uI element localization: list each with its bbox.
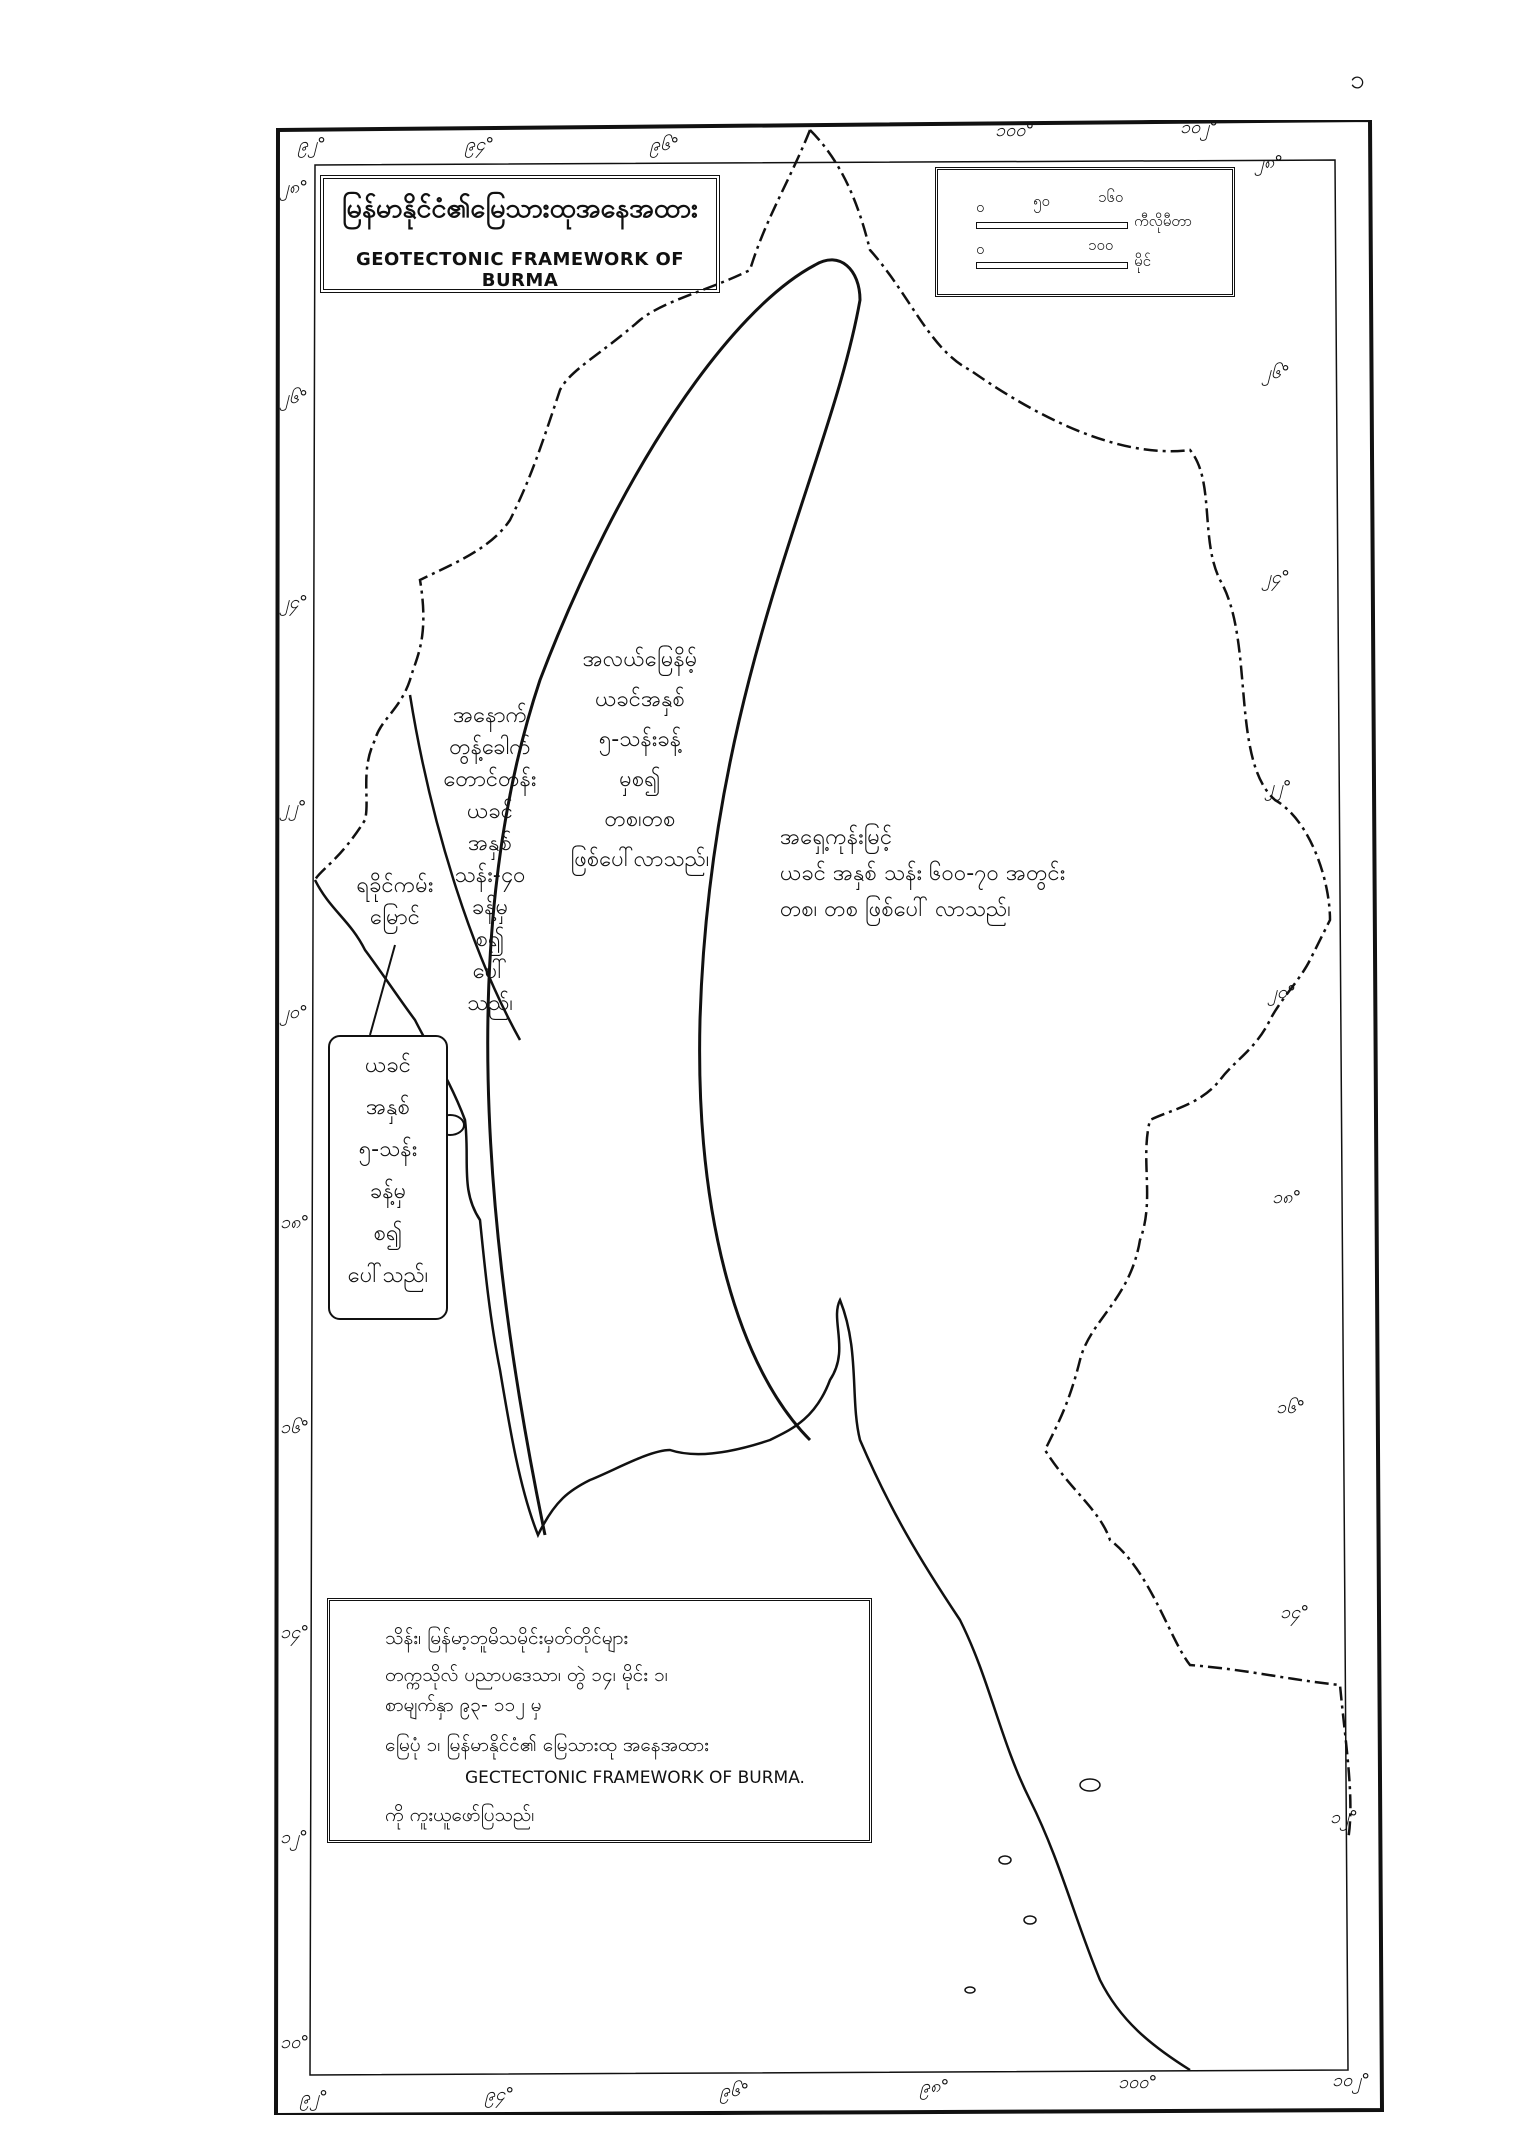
coast-box-line: ခန့်မှ	[369, 1179, 407, 1204]
western-line: စ၍	[475, 927, 505, 952]
left-tick-label: ၂၀°	[280, 1002, 308, 1023]
scale-mile-tick-0: ၀	[976, 240, 985, 258]
coast-box-line: စ၍	[373, 1221, 403, 1246]
left-tick-label: ၁၆°	[280, 1417, 310, 1438]
coast-note-box	[328, 1035, 448, 1320]
source-line: သိန်း၊ မြန်မာ့ဘူမိသမိုင်းမှတ်တိုင်များ	[385, 1627, 629, 1649]
left-tick-label: ၂၂°	[280, 797, 307, 818]
bottom-tick-label: ၁၀၂°	[1332, 2070, 1371, 2091]
scale-km-tick-2: ၁၆၀	[1098, 188, 1124, 206]
island	[965, 1987, 975, 1993]
coast-box-line: ပေါ်သည်၊	[347, 1263, 429, 1288]
western-line: သန်း-၄၀	[454, 863, 526, 888]
right-tick-label: ၂၆°	[1262, 362, 1290, 383]
left-tick-label: ၁၀°	[280, 2032, 310, 2053]
right-tick-label: ၂၀°	[1268, 982, 1296, 1003]
scale-mile-unit: မိုင်	[1134, 252, 1151, 270]
central-line: တစ၊တစ	[604, 807, 676, 832]
source-note-box	[327, 1598, 872, 1843]
central-line: ယခင်အနှစ်	[595, 687, 685, 712]
bottom-tick-label: ၉၄°	[485, 2084, 515, 2105]
left-tick-label: ၂၄°	[280, 592, 308, 613]
right-tick-label: ၁၈°	[1272, 1187, 1302, 1208]
map-title-box	[320, 175, 720, 293]
left-tick-label: ၁၄°	[280, 1622, 310, 1643]
coast-label-line: မြောင်	[370, 905, 420, 930]
central-line: မှစ၍	[619, 767, 661, 792]
bottom-tick-label: ၉၆°	[720, 2080, 750, 2101]
island	[999, 1856, 1011, 1864]
right-tick-label: ၁၂°	[1330, 1807, 1358, 1828]
central-lowland-label	[555, 640, 725, 880]
top-tick-label: ၁၀၂°	[1180, 117, 1219, 138]
right-tick-label: ၂၈°	[1255, 152, 1284, 173]
western-line: ယခင်	[467, 799, 513, 824]
right-tick-label: ၂၂°	[1265, 777, 1292, 798]
scale-km-tick-0: ၀	[976, 198, 985, 216]
left-tick-label: ၂၈°	[280, 177, 309, 198]
bottom-tick-label: ၉၂°	[300, 2087, 328, 2108]
scale-km-tick-1: ၅၀	[1033, 192, 1050, 210]
eastern-line: အရှေ့ကုန်းမြင့်	[780, 825, 893, 850]
map-title-mm: မြန်မာနိုင်ငံ၏မြေသားထုအနေအထား	[342, 193, 698, 224]
source-line: ကို ကူးယူဖော်ပြသည်၊	[385, 1804, 535, 1826]
coast-box-line: အနှစ်	[366, 1095, 410, 1120]
island	[1024, 1916, 1036, 1924]
eastern-highland-label	[780, 820, 1080, 928]
scale-km-bar	[976, 222, 1128, 229]
western-line: အနောက်	[452, 703, 528, 728]
scale-bar-box	[935, 167, 1235, 297]
central-line: ဖြစ်ပေါ်လာသည်၊	[570, 847, 710, 872]
scale-mile-bar	[976, 262, 1128, 269]
scale-km-unit: ကီလိုမီတာ	[1134, 212, 1193, 230]
source-line: GECTECTONIC FRAMEWORK OF BURMA.	[465, 1768, 805, 1788]
left-tick-label: ၁၈°	[280, 1212, 310, 1233]
western-fold-belt-label	[425, 700, 555, 1020]
top-tick-label: ၉၄°	[465, 134, 495, 155]
left-tick-label: ၁၂°	[280, 1827, 308, 1848]
central-line: ၅-သန်းခန့်	[598, 727, 682, 752]
map-title-en: GEOTECTONIC FRAMEWORK OF BURMA	[355, 249, 685, 291]
coast-box-line: ယခင်	[365, 1053, 411, 1078]
western-line: ပေါ်	[472, 959, 508, 984]
coast-label-line: ရခိုင်ကမ်း	[356, 873, 434, 898]
source-line: မြေပုံ ၁၊ မြန်မာနိုင်ငံ၏ မြေသားထု အနေအထား	[385, 1734, 709, 1756]
right-tick-label: ၂၄°	[1262, 567, 1290, 588]
right-tick-label: ၁၄°	[1280, 1602, 1310, 1623]
central-line: အလယ်မြေနိမ့်	[582, 647, 698, 672]
top-tick-label: ၉၂°	[298, 134, 326, 155]
western-line: တောင်တန်း	[443, 767, 537, 792]
western-line: အနှစ်	[468, 831, 512, 856]
source-line: တက္ကသိုလ် ပညာပဒေသာ၊ တွဲ ၁၄၊ မိုင်း ၁၊	[385, 1664, 668, 1686]
left-tick-label: ၂၆°	[280, 387, 308, 408]
source-line: စာမျက်နှာ ၉၃- ၁၁၂ မှ	[385, 1694, 542, 1716]
top-tick-label: ၉၆°	[650, 134, 680, 155]
island	[1080, 1779, 1100, 1791]
eastern-line: တစ၊ တစ ဖြစ်ပေါ် လာသည်၊	[780, 897, 1011, 922]
bottom-tick-label: ၁၀၀°	[1118, 2072, 1158, 2093]
bottom-tick-label: ၉၈°	[920, 2076, 950, 2097]
right-tick-label: ၁၆°	[1276, 1397, 1306, 1418]
coast-box-line: ၅-သန်း	[358, 1137, 418, 1162]
top-tick-label: ၁၀၀°	[995, 120, 1035, 141]
western-line: တွန့်ခေါက်	[449, 735, 531, 760]
western-line: သည်၊	[466, 991, 514, 1016]
western-line: ခန့်မှ	[471, 895, 509, 920]
scale-mile-tick-1: ၁၀၀	[1088, 236, 1114, 254]
rakhine-coast-label	[340, 870, 450, 934]
eastern-line: ယခင် အနှစ် သန်း ၆၀၀-၇၀ အတွင်း	[780, 861, 1066, 886]
page-number: ၁	[1350, 65, 1365, 95]
coast-label-leader	[370, 945, 395, 1035]
